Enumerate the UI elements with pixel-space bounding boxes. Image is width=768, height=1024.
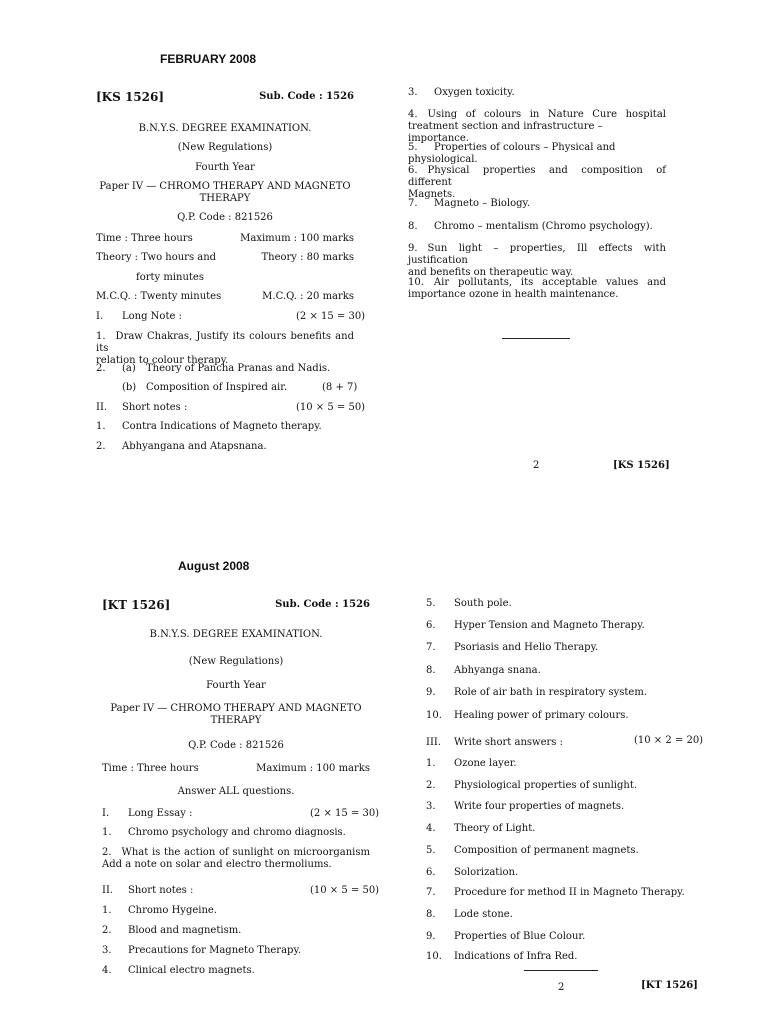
right-question-4 xyxy=(408,109,666,145)
question-2b-sub: (b) xyxy=(122,382,137,393)
question-2-marks: (8 + 7) xyxy=(322,382,358,393)
short-note-6-number: 6. xyxy=(426,620,436,631)
question-number: 8. xyxy=(408,221,418,232)
footer-code: [KT 1526] xyxy=(641,980,698,991)
short-answer-4-text: Theory of Light. xyxy=(454,823,536,834)
right-question-5 xyxy=(408,142,666,166)
paper-code-row xyxy=(96,91,354,103)
short-note-5-text: South pole. xyxy=(454,598,512,609)
end-rule xyxy=(524,970,598,971)
short-answer-6-text: Solorization. xyxy=(454,867,519,878)
question-2a-text: Theory of Pancha Pranas and Nadis. xyxy=(146,363,331,374)
short-note-7-number: 7. xyxy=(426,642,436,653)
question-text: Air pollutants, its acceptable values and xyxy=(433,277,666,288)
theory-row xyxy=(96,252,354,264)
short-note-1-text: Contra Indications of Magneto therapy. xyxy=(122,421,322,432)
max-marks: Maximum : 100 marks xyxy=(240,233,354,244)
question-text: Magneto – Biology. xyxy=(434,198,531,209)
question-text: Draw Chakras, Justify its colours benefits and its xyxy=(96,331,354,354)
exam-name: B.N.Y.S. DEGREE EXAMINATION. xyxy=(138,123,312,134)
question-number: 1. xyxy=(96,331,106,342)
section-2-number: II. xyxy=(102,885,114,896)
short-note-3-number: 3. xyxy=(102,945,112,956)
short-note-2-text: Blood and magnetism. xyxy=(128,925,242,936)
question-text: Oxygen toxicity. xyxy=(434,87,515,98)
question-text-cont: Add a note on solar and electro thermoliums. xyxy=(102,859,332,870)
qp-code: Q.P. Code : 821526 xyxy=(177,212,273,223)
paper-title: Paper IV — CHROMO THERAPY AND MAGNETO THERAPY xyxy=(110,703,362,726)
question-2b-text: Composition of Inspired air. xyxy=(146,382,288,393)
question-1 xyxy=(96,331,354,367)
short-note-5-number: 5. xyxy=(426,598,436,609)
section-2-label: Short notes : xyxy=(122,402,188,413)
time-row xyxy=(96,233,354,245)
section-2-marks: (10 × 5 = 50) xyxy=(310,885,380,896)
time-row xyxy=(102,763,370,775)
right-question-6 xyxy=(408,165,666,201)
short-answer-5-text: Composition of permanent magnets. xyxy=(454,845,639,856)
section-2-number: II. xyxy=(96,402,108,413)
short-note-7-text: Psoriasis and Helio Therapy. xyxy=(454,642,599,653)
paper-heading: FEBRUARY 2008 xyxy=(160,52,257,66)
question-2a-sub: (a) xyxy=(122,363,136,374)
short-answer-5-number: 5. xyxy=(426,845,436,856)
short-answer-4-number: 4. xyxy=(426,823,436,834)
right-question-9 xyxy=(408,243,666,279)
max-marks: Maximum : 100 marks xyxy=(256,763,370,774)
question-text: What is the action of sunlight on microorganism xyxy=(121,847,370,858)
section-1-number: I. xyxy=(96,311,104,322)
paper-title: Paper IV — CHROMO THERAPY AND MAGNETO THERAPY xyxy=(99,181,351,204)
section-2-marks: (10 × 5 = 50) xyxy=(296,402,366,413)
instructions: Answer ALL questions. xyxy=(177,786,295,797)
question-number: 5. xyxy=(408,142,418,153)
question-text: Chromo – mentalism (Chromo psychology). xyxy=(434,221,653,232)
short-answer-8-number: 8. xyxy=(426,909,436,920)
section-1-label: Long Note : xyxy=(122,311,182,322)
theory-time-cont: forty minutes xyxy=(136,272,204,283)
short-answer-1-text: Ozone layer. xyxy=(454,758,517,769)
short-answer-2-text: Physiological properties of sunlight. xyxy=(454,780,638,791)
short-answer-3-text: Write four properties of magnets. xyxy=(454,801,625,812)
short-answer-1-number: 1. xyxy=(426,758,436,769)
section-1-marks: (2 × 15 = 30) xyxy=(310,808,380,819)
short-note-1-text: Chromo Hygeine. xyxy=(128,905,217,916)
subject-code: Sub. Code : 1526 xyxy=(275,599,370,610)
question-text: Sun light – properties, Ill effects with justification xyxy=(408,243,666,266)
short-note-4-number: 4. xyxy=(102,965,112,976)
regulations: (New Regulations) xyxy=(177,142,273,153)
question-text: Using of colours in Nature Cure hospital xyxy=(427,109,666,120)
right-question-10 xyxy=(408,277,666,301)
question-text-cont: Magnets. xyxy=(408,189,456,200)
short-note-2-number: 2. xyxy=(96,441,106,452)
question-text-cont: and benefits on therapeutic way. xyxy=(408,267,574,278)
short-note-1-number: 1. xyxy=(96,421,106,432)
question-text-cont: importance ozone in health maintenance. xyxy=(408,289,619,300)
short-answer-7-number: 7. xyxy=(426,887,436,898)
short-answer-9-number: 9. xyxy=(426,931,436,942)
qp-code: Q.P. Code : 821526 xyxy=(188,740,284,751)
short-answer-10-text: Indications of Infra Red. xyxy=(454,951,578,962)
question-number: 9. xyxy=(408,243,418,254)
question-number: 6. xyxy=(408,165,418,176)
regulations: (New Regulations) xyxy=(188,656,284,667)
question-number: 3. xyxy=(408,87,418,98)
footer-code: [KS 1526] xyxy=(613,460,670,471)
time-label: Time : Three hours xyxy=(96,233,193,244)
question-text-cont: relation to colour therapy. xyxy=(96,355,229,366)
mcq-time: M.C.Q. : Twenty minutes xyxy=(96,291,222,302)
question-text: Properties of colours – Physical and physiological. xyxy=(408,142,616,165)
section-1-number: I. xyxy=(102,808,110,819)
paper-code-row xyxy=(102,599,370,611)
short-note-6-text: Hyper Tension and Magneto Therapy. xyxy=(454,620,645,631)
theory-time: Theory : Two hours and xyxy=(96,252,217,263)
question-2-number: 2. xyxy=(96,363,106,374)
short-answer-6-number: 6. xyxy=(426,867,436,878)
end-rule xyxy=(502,338,570,339)
short-note-10-text: Healing power of primary colours. xyxy=(454,710,629,721)
question-2 xyxy=(102,847,370,871)
exam-name: B.N.Y.S. DEGREE EXAMINATION. xyxy=(149,629,323,640)
paper-heading: August 2008 xyxy=(178,559,250,573)
year: Fourth Year xyxy=(206,680,266,691)
short-note-4-text: Clinical electro magnets. xyxy=(128,965,255,976)
question-text: Physical properties and composition of different xyxy=(408,165,666,188)
section-3-number: III. xyxy=(426,737,442,748)
short-note-9-text: Role of air bath in respiratory system. xyxy=(454,687,648,698)
short-note-10-number: 10. xyxy=(426,710,442,721)
short-note-2-number: 2. xyxy=(102,925,112,936)
section-2-label: Short notes : xyxy=(128,885,194,896)
question-number: 10. xyxy=(408,277,424,288)
question-number: 7. xyxy=(408,198,418,209)
question-number: 2. xyxy=(102,847,112,858)
short-answer-9-text: Properties of Blue Colour. xyxy=(454,931,586,942)
question-1-number: 1. xyxy=(102,827,112,838)
section-3-label: Write short answers : xyxy=(454,737,563,748)
year: Fourth Year xyxy=(195,162,255,173)
short-note-2-text: Abhyangana and Atapsnana. xyxy=(122,441,267,452)
paper-code: [KS 1526] xyxy=(96,90,165,104)
page-number: 2 xyxy=(533,460,540,471)
right-question-3 xyxy=(408,87,666,99)
short-note-8-number: 8. xyxy=(426,665,436,676)
short-note-8-text: Abhyanga snana. xyxy=(454,665,541,676)
time-label: Time : Three hours xyxy=(102,763,199,774)
short-note-9-number: 9. xyxy=(426,687,436,698)
mcq-row xyxy=(96,291,354,303)
short-answer-10-number: 10. xyxy=(426,951,442,962)
short-answer-7-text: Procedure for method II in Magneto Therapy. xyxy=(454,887,685,898)
page-number: 2 xyxy=(558,982,565,993)
short-note-1-number: 1. xyxy=(102,905,112,916)
right-question-8 xyxy=(408,221,666,233)
question-1-text: Chromo psychology and chromo diagnosis. xyxy=(128,827,346,838)
short-answer-3-number: 3. xyxy=(426,801,436,812)
mcq-marks: M.C.Q. : 20 marks xyxy=(262,291,354,302)
section-1-label: Long Essay : xyxy=(128,808,193,819)
right-question-7 xyxy=(408,198,666,210)
paper-code: [KT 1526] xyxy=(102,598,171,612)
short-answer-2-number: 2. xyxy=(426,780,436,791)
theory-marks: Theory : 80 marks xyxy=(261,252,354,263)
subject-code: Sub. Code : 1526 xyxy=(259,91,354,102)
section-1-marks: (2 × 15 = 30) xyxy=(296,311,366,322)
question-text-cont: treatment section and infrastructure – importance. xyxy=(408,121,603,144)
question-number: 4. xyxy=(408,109,418,120)
short-note-3-text: Precautions for Magneto Therapy. xyxy=(128,945,301,956)
short-answer-8-text: Lode stone. xyxy=(454,909,513,920)
section-3-marks: (10 × 2 = 20) xyxy=(634,735,704,746)
